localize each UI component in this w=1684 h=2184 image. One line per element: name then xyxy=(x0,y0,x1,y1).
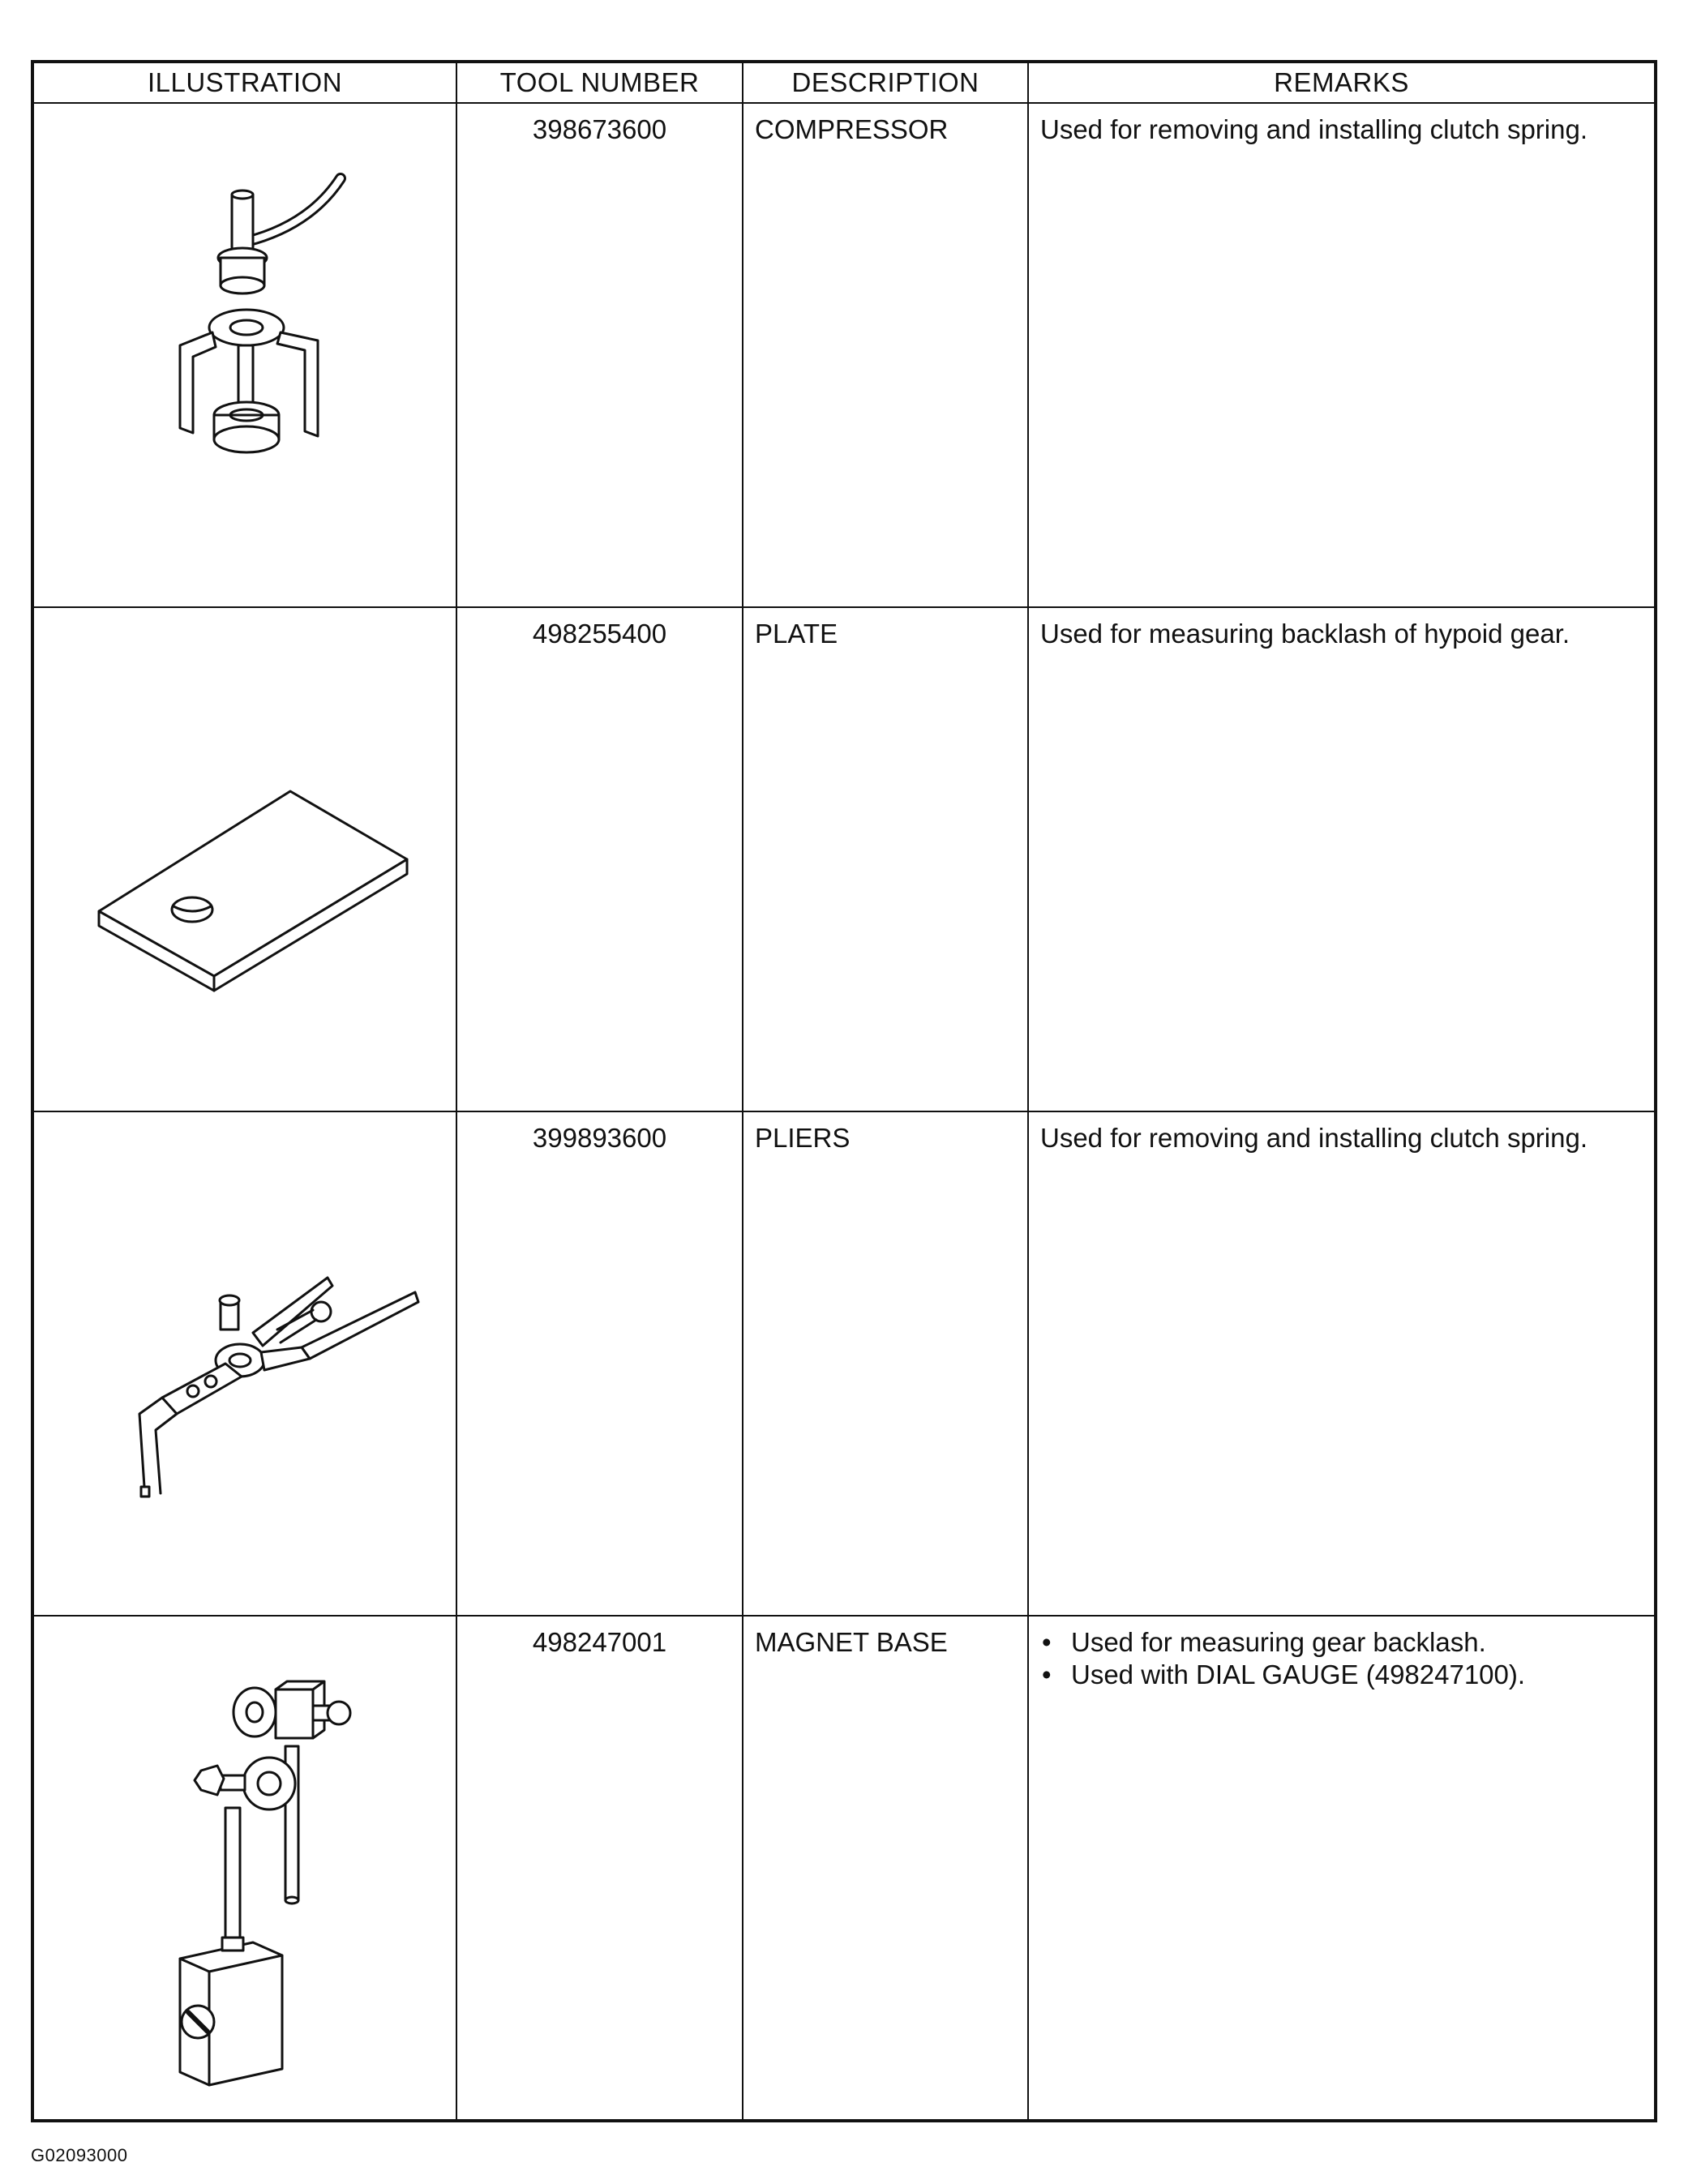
remarks-text: Used for measuring gear backlash. xyxy=(1071,1627,1486,1657)
illustration-cell xyxy=(32,103,456,607)
description-cell: PLIERS xyxy=(743,1111,1028,1616)
compressor-icon xyxy=(34,104,458,597)
description-cell: MAGNET BASE xyxy=(743,1616,1028,2121)
table-row xyxy=(32,103,1656,607)
remarks-cell: Used for removing and installing clutch spring. xyxy=(1028,1111,1656,1616)
remarks-list-item xyxy=(1040,1659,1654,1691)
magnet-base-icon xyxy=(34,1617,458,2109)
remarks-cell xyxy=(1028,1616,1656,2121)
bullet: • xyxy=(1042,1627,1052,1657)
remarks-cell: Used for removing and installing clutch spring. xyxy=(1028,103,1656,607)
remarks-list xyxy=(1040,1626,1654,1691)
table-row xyxy=(32,607,1656,1111)
table-row xyxy=(32,1616,1656,2121)
figure-id: G02093000 xyxy=(31,2145,128,2165)
remarks-cell: Used for measuring backlash of hypoid gear. xyxy=(1028,607,1656,1111)
tool-number-cell: 398673600 xyxy=(456,103,743,607)
illustration-cell xyxy=(32,1616,456,2121)
header-illustration: ILLUSTRATION xyxy=(32,62,456,103)
bullet: • xyxy=(1042,1659,1052,1689)
tool-number-cell: 498247001 xyxy=(456,1616,743,2121)
header-description: DESCRIPTION xyxy=(743,62,1028,103)
special-tools-table xyxy=(31,60,1657,2122)
header-tool-number: TOOL NUMBER xyxy=(456,62,743,103)
header-remarks: REMARKS xyxy=(1028,62,1656,103)
plate-icon xyxy=(34,608,458,1101)
remarks-text: Used with DIAL GAUGE (498247100). xyxy=(1071,1659,1526,1689)
remarks-list-item xyxy=(1040,1626,1654,1659)
table-row xyxy=(32,1111,1656,1616)
tool-number-cell: 498255400 xyxy=(456,607,743,1111)
table-header-row xyxy=(32,62,1656,103)
description-cell: PLATE xyxy=(743,607,1028,1111)
illustration-cell xyxy=(32,1111,456,1616)
description-cell: COMPRESSOR xyxy=(743,103,1028,607)
illustration-cell xyxy=(32,607,456,1111)
tool-number-cell: 399893600 xyxy=(456,1111,743,1616)
pliers-icon xyxy=(34,1112,458,1605)
